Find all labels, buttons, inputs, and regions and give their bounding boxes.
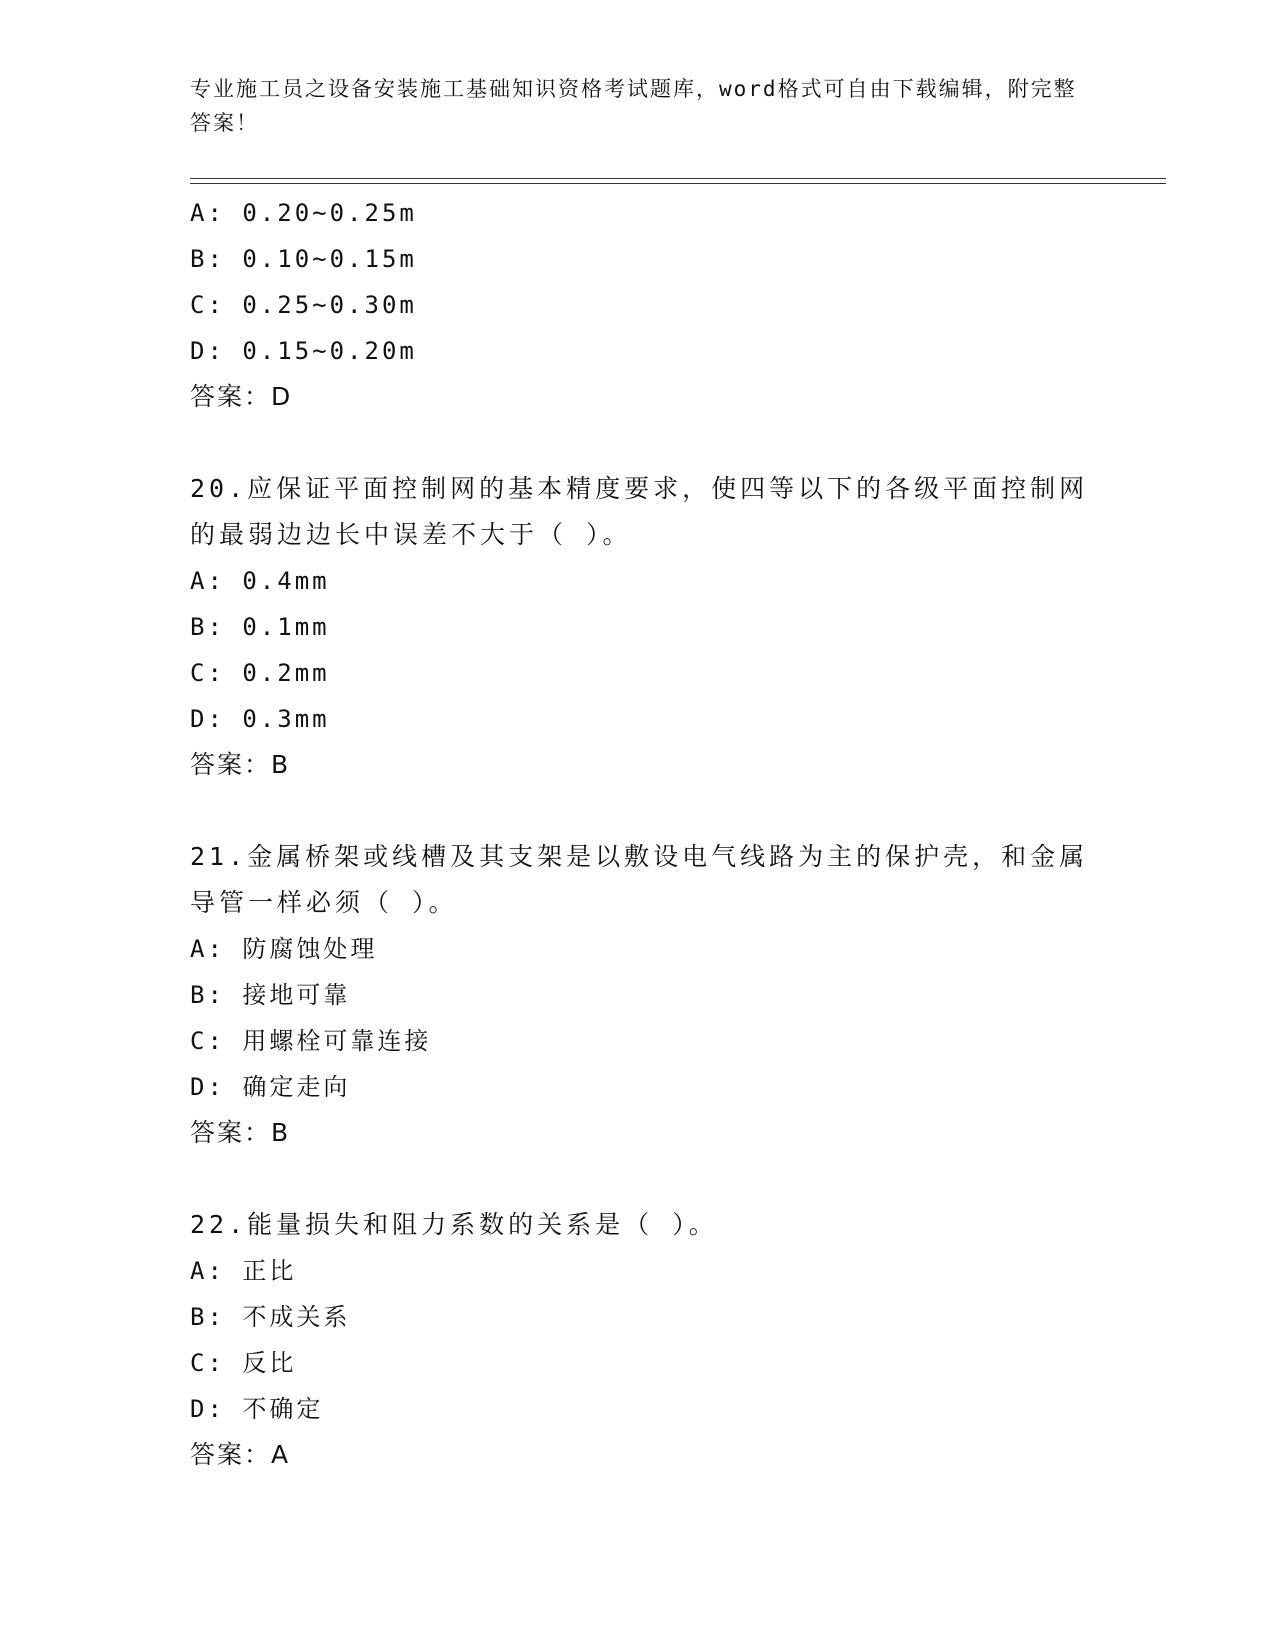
option-a: A: 0.20~0.25m — [190, 199, 417, 227]
question-20 — [190, 466, 1150, 788]
question-21 — [190, 834, 1150, 1156]
option-a: A: 防腐蚀处理 — [190, 935, 378, 963]
question-text: 21.金属桥架或线槽及其支架是以敷设电气线路为主的保护壳，和金属导管一样必须（ ）。 — [190, 842, 1089, 917]
document-header: 专业施工员之设备安装施工基础知识资格考试题库，word格式可自由下载编辑，附完整答案！ — [190, 77, 1077, 135]
question-text: 20.应保证平面控制网的基本精度要求，使四等以下的各级平面控制网的最弱边边长中误差不大于（ ）。 — [190, 474, 1089, 549]
option-c: C: 0.25~0.30m — [190, 291, 417, 319]
answer-line: 答案：A — [190, 1440, 291, 1469]
option-c: C: 0.2mm — [190, 659, 330, 687]
option-b: B: 0.10~0.15m — [190, 245, 417, 273]
option-a: A: 正比 — [190, 1257, 297, 1285]
answer-line: 答案：D — [190, 382, 293, 411]
option-c: C: 用螺栓可靠连接 — [190, 1027, 432, 1055]
option-a: A: 0.4mm — [190, 567, 330, 595]
answer-line: 答案：B — [190, 750, 291, 779]
option-d: D: 0.3mm — [190, 705, 330, 733]
option-b: B: 接地可靠 — [190, 981, 351, 1009]
question-22 — [190, 1202, 1150, 1478]
spacer — [190, 420, 1150, 466]
question-list — [190, 190, 1150, 1478]
header-divider-bottom — [190, 183, 1166, 184]
option-c: C: 反比 — [190, 1349, 297, 1377]
option-b: B: 不成关系 — [190, 1303, 351, 1331]
header-divider-top — [190, 178, 1166, 179]
option-b: B: 0.1mm — [190, 613, 330, 641]
spacer — [190, 788, 1150, 834]
answer-line: 答案：B — [190, 1118, 291, 1147]
option-d: D: 确定走向 — [190, 1073, 351, 1101]
question-19-continued — [190, 190, 1150, 420]
option-d: D: 不确定 — [190, 1395, 324, 1423]
option-d: D: 0.15~0.20m — [190, 337, 417, 365]
spacer — [190, 1156, 1150, 1202]
question-text: 22.能量损失和阻力系数的关系是（ ）。 — [190, 1210, 718, 1239]
